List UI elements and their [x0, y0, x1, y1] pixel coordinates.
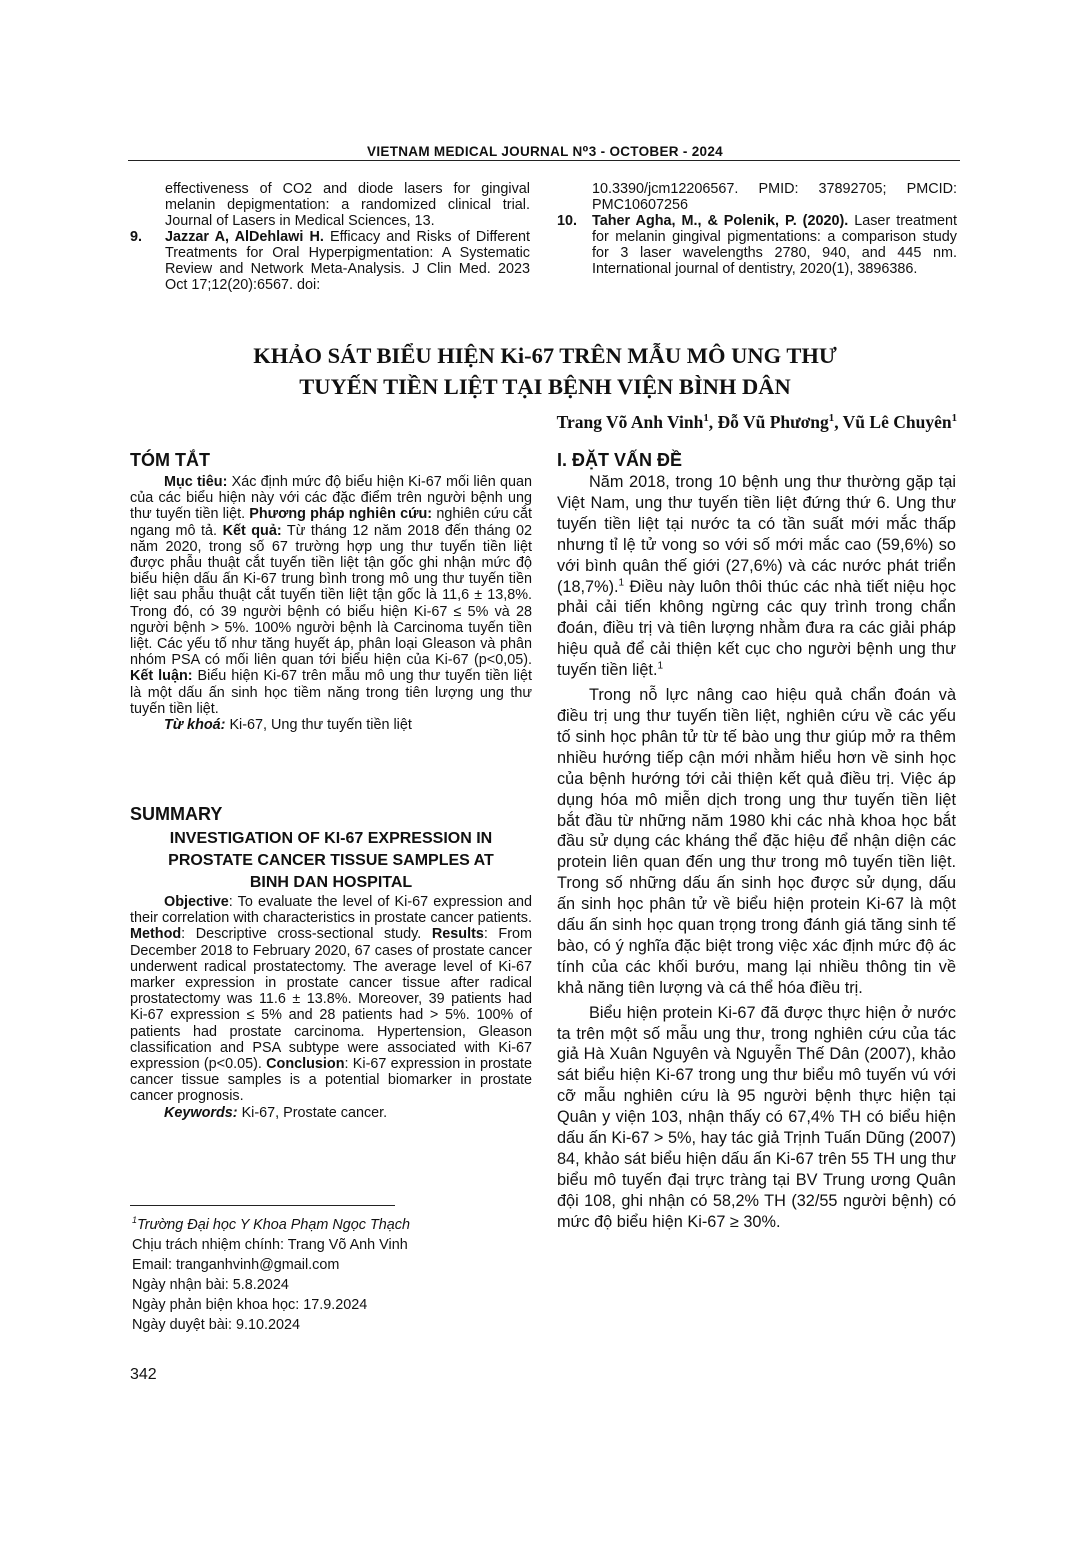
label-keywords-en: Keywords: [164, 1104, 238, 1121]
reference-number: 9. [130, 229, 143, 245]
author-list [557, 412, 957, 433]
author-affiliation-mark: 1 [703, 412, 709, 425]
text-objective: Xác định mức độ biểu hiện Ki-67 mối liên quan của các biểu hiện này với các đặc điểm trên người bệnh ung thư tuyến tiền liệt. [130, 474, 533, 523]
footnote-affiliation [132, 1215, 410, 1235]
author-affiliation-mark: 1 [951, 412, 957, 425]
footnote-responsible: Chịu trách nhiệm chính: Trang Võ Anh Vinh [132, 1237, 408, 1253]
label-method: Phương pháp nghiên cứu: [249, 506, 433, 523]
label-results: Kết quả: [222, 522, 282, 539]
reference-number: 10. [557, 213, 578, 229]
label-method-en: Method [130, 926, 182, 943]
reference-authors: Taher Agha, M., & Polenik, P. (2020). [592, 213, 849, 229]
article-title [0, 340, 1090, 402]
text-results: Từ tháng 12 năm 2018 đến tháng 02 năm 2020, trong số 67 trường hợp ung thư tuyến tiền liệt được phẫu thuật cắt tuyến tiền liệt tận gốc ghi nhận mức độ biểu hiện dấu ấn Ki-67 trung bình trong mô ung thư tuyến tiền liệt sau phẫu thuật cắt tuyến tiền liệt tận gốc là 11,6 ± 13,8%. Trong đó, có 39 người bệnh có biểu hiện Ki-67 ≤ 5% và 28 người bệnh > 5%. 100% người bệnh là Carcinoma tuyến tiền liệt. Các yếu tố như tăng huyết áp, phân loại Gleason và phân nhóm PSA có mối liên quan tới biểu hiện của Ki-67 (p<0,05). [130, 522, 532, 669]
footnote-received: Ngày nhận bài: 5.8.2024 [132, 1277, 289, 1293]
text-keywords-en: Ki-67, Prostate cancer. [237, 1104, 388, 1121]
text-conclusion: Biểu hiện Ki-67 trên mẫu mô ung thư tuyến tiền liệt là một dấu ấn sinh học tiềm năng trong tiên lượng ung thư tuyến tiền liệt. [130, 668, 532, 717]
text-method: nghiên cứu cắt ngang mô tả. [130, 506, 532, 539]
reference-8-continuation: effectiveness of CO2 and diode lasers for gingival melanin depigmentation: a randomized clinical trial. Journal of Lasers in Medical Sciences, 13. [165, 181, 530, 229]
summary-title-line: BINH DAN HOSPITAL [249, 874, 413, 891]
text-objective-en: : To evaluate the level of Ki-67 expression and their correlation with characteristics in prostate cancer patients. [130, 894, 532, 927]
reference-10 [557, 213, 957, 277]
label-conclusion: Kết luận: [130, 668, 193, 685]
summary-title [130, 828, 532, 894]
title-line-2: TUYẾN TIỀN LIỆT TẠI BỆNH VIỆN BÌNH DÂN [299, 374, 791, 399]
label-objective: Mục tiêu: [164, 474, 228, 490]
intro-heading: I. ĐẶT VẤN ĐỀ [557, 450, 683, 470]
references-right [557, 181, 957, 277]
intro-paragraph-1 [557, 472, 956, 681]
summary-keywords [130, 1105, 532, 1121]
text-conclusion-en: : Ki-67 expression in prostate cancer tissue samples is a potential biomarker in prostate cancer prognosis. [130, 1056, 532, 1105]
header-rule [128, 160, 960, 161]
summary-title-line: PROSTATE CANCER TISSUE SAMPLES AT [168, 852, 494, 869]
intro-paragraph-3: Biểu hiện protein Ki-67 đã được thực hiện ở nước ta trên một số mẫu ung thư, trong nghiên cứu của tác giả Hà Xuân Nguyên và Nguyễn Thế Dân (2007), khảo sát biểu hiện Ki-67 trong ung thư biểu mô tuyến vú với cỡ mẫu nghiên cứu là 95 người bệnh thực hiện tại Quân y viện 103, nhận thấy có 67,4% TH có biểu hiện dấu ấn Ki-67 > 5%, hay tác giả Trịnh Tuấn Dũng (2007) 84, khảo sát biểu hiện dấu ấn Ki-67 trên 55 TH ung thư biểu mô tuyến đại trực tràng tại BV Trung ương Quân đội 108, ghi nhận có 58,2% TH (32/55 người bệnh) có mức độ biểu hiện Ki-67 ≥ 30%. [557, 1003, 956, 1231]
footnote-mark: 1 [132, 1215, 137, 1226]
reference-text: Efficacy and Risks of Different Treatments for Oral Hyperpigmentation: A Systematic Review and Network Meta-Analysis. J Clin Med. 2023 Oct 17;12(20):6567. doi: [165, 229, 530, 293]
label-results-en: Results [431, 926, 484, 943]
author-name: Trang Võ Anh Vinh [556, 412, 704, 432]
text-results-en: : From December 2018 to February 2020, 67 cases of prostate cancer underwent radical prostatectomy. The average level of Ki-67 marker expression in prostate cancer tissue after radical prostatectomy was 11.6 ± 13.8%. Moreover, 39 patients had Ki-67 expression ≤ 5% and 28 patients had > 5%. 100% of patients had prostate carcinoma. Hypertension, Gleason classification and PSA subtype were associated with Ki-67 expression (p<0.05). [130, 926, 532, 1073]
summary-title-line: INVESTIGATION OF KI-67 EXPRESSION IN [169, 830, 493, 847]
intro-text: Năm 2018, trong 10 bệnh ung thư thường gặp tại Việt Nam, ung thư tuyến tiền liệt đứng thứ 6. Ung thư tuyến tiền liệt tại nước ta có tần suất mới mắc thấp nhưng tỉ lệ tử vong so với số mới mắc cao (59,6%) so với bình quân thế giới (27,6%) và các nước phát triển (18,7%). [557, 473, 956, 596]
abstract-paragraph [130, 474, 532, 717]
author-affiliation-mark: 1 [828, 412, 835, 425]
abstract-heading: TÓM TẮT [130, 450, 210, 470]
author-name: Vũ Lê Chuyên [842, 412, 952, 432]
reference-9-continuation: 10.3390/jcm12206567. PMID: 37892705; PMCID: PMC10607256 [592, 181, 957, 213]
summary-paragraph [130, 894, 532, 1105]
label-conclusion-en: Conclusion [266, 1056, 345, 1073]
references-left [130, 181, 530, 293]
reference-9 [130, 229, 530, 293]
footnote-rule [130, 1205, 395, 1206]
title-line-1: KHẢO SÁT BIỂU HIỆN Ki-67 TRÊN MẪU MÔ UNG THƯ [253, 343, 837, 368]
text-method-en: : Descriptive cross-sectional study. [181, 926, 432, 943]
page-number: 342 [130, 1366, 157, 1383]
author-separator: , [834, 412, 843, 432]
affiliation-text: Trường Đại học Y Khoa Phạm Ngọc Thạch [136, 1217, 410, 1233]
footnote-accepted: Ngày duyệt bài: 9.10.2024 [132, 1317, 301, 1333]
citation-mark: 1 [657, 660, 664, 672]
journal-header: VIETNAM MEDICAL JOURNAL N⁰3 - OCTOBER - 2024 [367, 144, 723, 159]
intro-paragraph-2: Trong nỗ lực nâng cao hiệu quả chẩn đoán và điều trị ung thư tuyến tiền liệt, nghiên cứu về các yếu tố sinh học phân tử từ tế bào ung thư giúp mở ra thêm nhiều hướng tiếp cận mới nhằm hiểu hơn về sinh học của bệnh hướng tới cải thiện kết quả điều trị. Việc áp dụng hóa mô miễn dịch trong ung thư tuyến tiền liệt bắt đầu từ những năm 1980 khi các nhà khoa học bắt đầu sử dụng các kháng thể đặc hiệu để nhận diện các protein liên quan đến ung thư trong mô tuyến tiền liệt. Trong số những dấu ấn sinh học được sử dụng, dấu ấn sinh học phân tử về biểu hiện protein Ki-67 là một dấu ấn sinh học quan trọng trong đánh giá tăng sinh tế bào, có ý nghĩa đặc biệt trong việc xác định mức độ ác tính của các khối bướu, mang lại nhiều thông tin về khả năng tiên lượng và cá thể hóa điều trị. [557, 686, 956, 997]
label-objective-en: Objective [164, 894, 229, 910]
label-keywords: Từ khoá: [164, 717, 226, 734]
footnote-reviewed: Ngày phản biện khoa học: 17.9.2024 [132, 1297, 368, 1313]
reference-authors: Jazzar A, AlDehlawi H. [165, 229, 324, 245]
abstract-vietnamese [130, 474, 532, 733]
introduction-body [557, 472, 956, 1237]
summary-heading: SUMMARY [130, 804, 223, 824]
footnotes [132, 1215, 410, 1335]
text-keywords: Ki-67, Ung thư tuyến tiền liệt [225, 717, 412, 734]
author-name: Đỗ Vũ Phương [717, 412, 829, 432]
abstract-keywords [130, 717, 532, 733]
citation-mark: 1 [618, 577, 625, 589]
author-separator: , [708, 412, 718, 432]
intro-text: Điều này luôn thôi thúc các nhà tiết niệu học phải cải tiến không ngừng các quy trình trong chẩn đoán, điều trị và tiên lượng nhằm đưa ra các giải pháp hiệu quả để cải thiện kết cục cho người bệnh ung thư tuyến tiền liệt. [557, 577, 956, 680]
footnote-email: Email: tranganhvinh@gmail.com [132, 1257, 340, 1273]
reference-text: Laser treatment for melanin gingival pigmentations: a comparison study for 3 laser wavelengths 2780, 940, and 445 nm. International journal of dentistry, 2020(1), 3896386. [592, 213, 957, 277]
abstract-english [130, 894, 532, 1121]
